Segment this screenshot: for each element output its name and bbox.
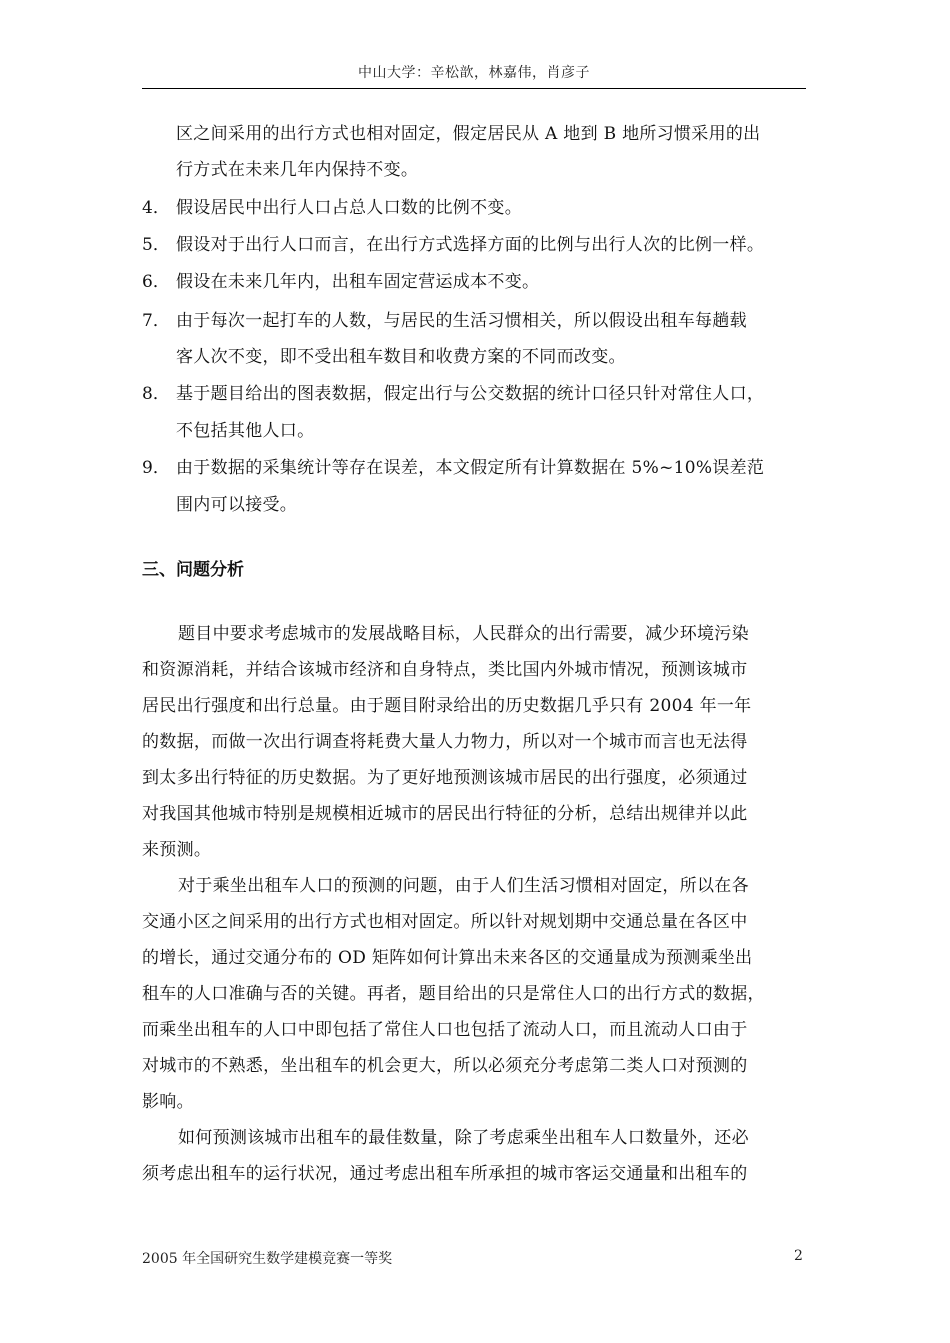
paragraph-1-line-3: 居民出行强度和出行总量。由于题目附录给出的历史数据几乎只有 2004 年一年 xyxy=(142,696,752,716)
paragraph-2-line-7: 影响。 xyxy=(142,1092,194,1112)
assumption-4-text: 假设居民中出行人口占总人口数的比例不变。 xyxy=(176,198,522,218)
paragraph-2-line-3: 的增长，通过交通分布的 OD 矩阵如何计算出未来各区的交通量成为预测乘坐出 xyxy=(142,948,753,968)
assumption-5-text: 假设对于出行人口而言，在出行方式选择方面的比例与出行人次的比例一样。 xyxy=(176,235,765,255)
header-divider xyxy=(142,88,806,89)
paragraph-3-line-2: 须考虑出租车的运行状况，通过考虑出租车所承担的城市客运交通量和出租车的 xyxy=(142,1164,748,1184)
page-number: 2 xyxy=(794,1248,803,1264)
assumption-9-text-line-2: 围内可以接受。 xyxy=(176,495,298,515)
assumption-9-text-line-1: 由于数据的采集统计等存在误差，本文假定所有计算数据在 5%~10%误差范 xyxy=(176,458,765,478)
paragraph-2-line-1: 对于乘坐出租车人口的预测的问题，由于人们生活习惯相对固定，所以在各 xyxy=(178,876,749,896)
paragraph-3-line-1: 如何预测该城市出租车的最佳数量，除了考虑乘坐出租车人口数量外，还必 xyxy=(178,1128,749,1148)
assumption-8-number: 8． xyxy=(142,384,170,404)
paragraph-1-line-6: 对我国其他城市特别是规模相近城市的居民出行特征的分析，总结出规律并以此 xyxy=(142,804,748,824)
assumption-6-text: 假设在未来几年内，出租车固定营运成本不变。 xyxy=(176,272,540,292)
paragraph-2-line-4: 租车的人口准确与否的关键。再者，题目给出的只是常住人口的出行方式的数据， xyxy=(142,984,765,1004)
page-header: 中山大学：辛松歆，林嘉伟，肖彦子 xyxy=(358,65,590,81)
paragraph-2-line-2: 交通小区之间采用的出行方式也相对固定。所以针对规划期中交通总量在各区中 xyxy=(142,912,748,932)
assumption-5-number: 5． xyxy=(142,235,170,255)
assumption-4-number: 4． xyxy=(142,198,170,218)
assumption-7-number: 7． xyxy=(142,311,170,331)
assumption-3-continued-line-1: 区之间采用的出行方式也相对固定，假定居民从 A 地到 B 地所习惯采用的出 xyxy=(176,124,761,144)
assumption-7-text-line-2: 客人次不变，即不受出租车数目和收费方案的不同而改变。 xyxy=(176,347,626,367)
assumption-6-number: 6． xyxy=(142,272,170,292)
paragraph-1-line-1: 题目中要求考虑城市的发展战略目标，人民群众的出行需要，减少环境污染 xyxy=(178,624,749,644)
paragraph-2-line-6: 对城市的不熟悉，坐出租车的机会更大，所以必须充分考虑第二类人口对预测的 xyxy=(142,1056,748,1076)
assumption-3-continued-line-2: 行方式在未来几年内保持不变。 xyxy=(176,160,419,180)
assumption-8-text-line-2: 不包括其他人口。 xyxy=(176,421,315,441)
section-heading: 三、问题分析 xyxy=(142,560,244,580)
assumption-8-text-line-1: 基于题目给出的图表数据，假定出行与公交数据的统计口径只针对常住人口， xyxy=(176,384,765,404)
paragraph-2-line-5: 而乘坐出租车的人口中即包括了常住人口也包括了流动人口，而且流动人口由于 xyxy=(142,1020,748,1040)
assumption-7-text-line-1: 由于每次一起打车的人数，与居民的生活习惯相关，所以假设出租车每趟载 xyxy=(176,311,747,331)
paragraph-1-line-2: 和资源消耗，并结合该城市经济和自身特点，类比国内外城市情况，预测该城市 xyxy=(142,660,748,680)
paragraph-1-line-5: 到太多出行特征的历史数据。为了更好地预测该城市居民的出行强度，必须通过 xyxy=(142,768,748,788)
paragraph-1-line-7: 来预测。 xyxy=(142,840,212,860)
assumption-9-number: 9． xyxy=(142,458,170,478)
paragraph-1-line-4: 的数据，而做一次出行调查将耗费大量人力物力，所以对一个城市而言也无法得 xyxy=(142,732,748,752)
footer-award-text: 2005 年全国研究生数学建模竞赛一等奖 xyxy=(142,1251,393,1267)
